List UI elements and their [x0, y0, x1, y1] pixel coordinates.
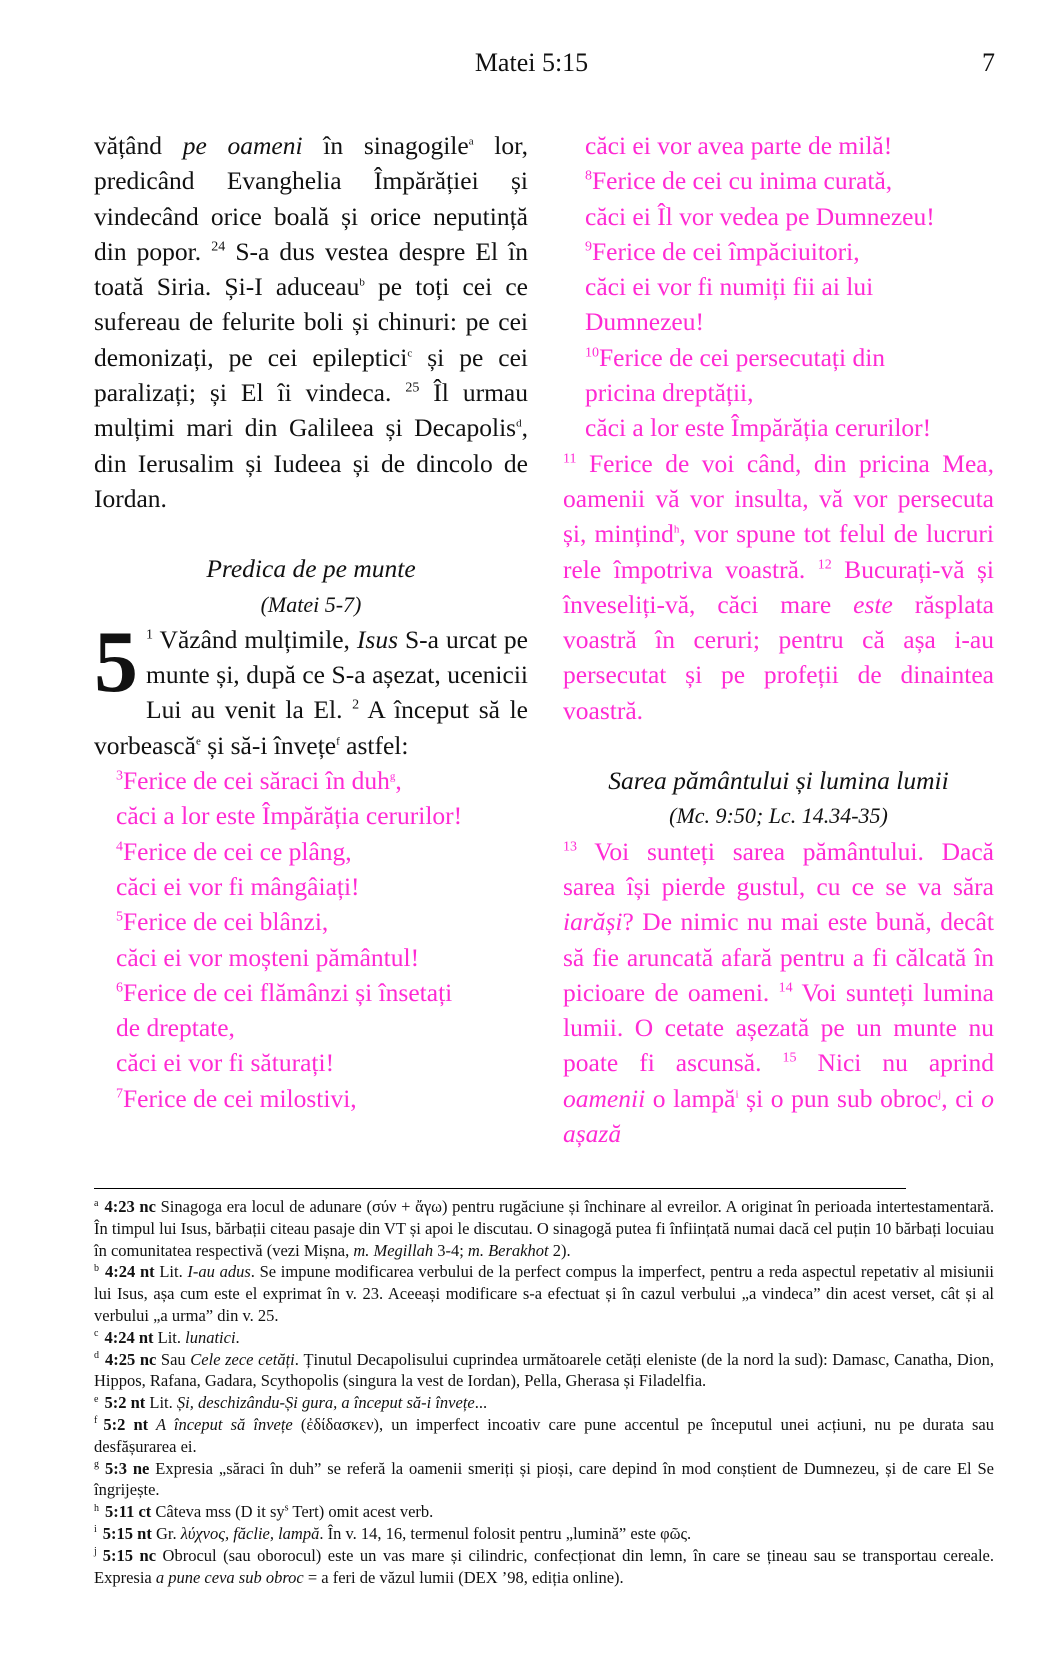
beatitude-line: $^9$Ferice de cei împăciuitori,: [585, 236, 860, 266]
right-column: [563, 128, 994, 1151]
beatitudes-right: [563, 128, 994, 446]
beatitude-line: căci ei vor fi numiți fii ai lui: [585, 272, 874, 302]
footnote-h: $^h$ 5:11 ct Câteva mss (D it $sy^s$ Tert) omit acest verb.: [94, 1502, 434, 1522]
page-number: 7: [982, 48, 995, 77]
verse-number: 25: [405, 380, 420, 396]
footnote-marker-j[interactable]: j: [938, 1088, 942, 1101]
footnote-i: $^i$ 5:15 nt Gr. λύχνος, făclie, lampă. În v. 14, 16, termenul folosit pentru „lumină” este φῶς.: [94, 1523, 692, 1543]
paragraph-4-23: vățând pe oameni în sinagogile$^a$ lor, predicând Evanghelia Împărăției și vindecând orice boală și orice neputință din popor. $^{24}$ S-a dus vestea despre El în toată Siria. Și-I aduceau$^b$ pe toți cei ce sufereau de felurite boli și chinuri: pe cei demonizați, pe cei epileptici$^c$ și pe cei paralizați; și El îi vindeca. $^{25}$ Îl urmau mulțimi mari din Galileea și Decapolis$^d$, din Ierusalim și Iudeea și de dincolo de Iordan.: [94, 131, 528, 513]
footnote-marker-h[interactable]: h: [673, 523, 680, 536]
beatitude-line: căci ei vor moșteni pământul!: [116, 942, 420, 972]
beatitude-line: căci ei vor fi mângâiați!: [116, 871, 360, 901]
chapter-number: 5: [94, 613, 138, 711]
footnote-c: $^c$ 4:24 nt Lit. lunatici.: [94, 1327, 240, 1347]
beatitude-line: căci a lor este Împărăția cerurilor!: [116, 801, 463, 831]
beatitude-line: $^{10}$Ferice de cei persecutați din: [585, 342, 886, 372]
section-reference: (Matei 5-7): [260, 591, 362, 617]
footnotes: [94, 1196, 994, 1588]
page-header: [0, 48, 1063, 88]
beatitude-line: căci ei vor avea parte de milă!: [585, 131, 893, 160]
footnote-a: $^a$ 4:23 nc Sinagoga era locul de adunare (σύν + ἄγω) pentru rugăciune și închinare al evreilor. A originat în perioada intertestamentară. În timpul lui Isus, bărbații citeau pasaje din VT și apoi le discutau. O sinagogă putea fi înființată numai dacă cel puțin 10 bărbați locuiau în comunitatea respectivă (vezi Mișna, m. Megillah 3-4; m. Berakhot 2).: [94, 1197, 994, 1260]
footnote-d: $^d$ 4:25 nc Sau Cele zece cetăți. Ținutul Decapolisului cuprindea următoarele cetăți eleniste (de la nord la sud): Damasc, Canatha, Dion, Hippos, Rafana, Gadara, Scythopolis (singura la vest de Iordan), Pella, Gherasa și Filadelfia.: [94, 1349, 995, 1391]
footnote-marker-b[interactable]: b: [359, 276, 365, 289]
beatitude-line: $^5$Ferice de cei blânzi,: [116, 907, 329, 937]
left-column: [94, 128, 528, 1116]
beatitude-line: pricina dreptății,: [585, 378, 754, 408]
beatitude-line: $^3$Ferice de cei săraci în duh$^g$,: [116, 766, 402, 796]
footnote-divider: [94, 1188, 906, 1189]
footnote-b: $^b$ 4:24 nt Lit. I-au adus. Se impune modificarea verbului de la perfect compus la imperfect, pentru a reda aspectul repetativ al misiunii lui Isus, așa cum este el exprimat în v. 23. Aceeași modificare s-a efectuat și în cazul verbului „a vindeca” din acest verset, cât și al verbului „a urma” din v. 25.: [94, 1262, 995, 1325]
beatitude-line: $^6$Ferice de cei flămânzi și însetați: [116, 977, 453, 1007]
section-heading: Predica de pe munte: [206, 554, 416, 584]
footnote-g: $^g$ 5:3 ne Expresia „săraci în duh” se referă la oamenii smeriți și pioși, care depind în mod conștient de Dumnezeu, și de care El Se îngrijește.: [94, 1458, 995, 1500]
beatitude-line: Dumnezeu!: [585, 307, 704, 337]
footnote-marker-e[interactable]: e: [195, 735, 201, 748]
beatitude-line: căci a lor este Împărăția cerurilor!: [585, 413, 932, 443]
section-heading: Sarea pământului și lumina lumii: [608, 766, 949, 796]
footnote-marker-g[interactable]: g: [389, 770, 396, 783]
footnote-marker-d[interactable]: d: [516, 417, 522, 430]
footnote-f: $^f$ 5:2 nt A început să învețe (ἐδίδασκεν), un imperfect incoativ care pune accentul pe începutul unei acțiuni, nu pe durata sau desfășurarea ei.: [94, 1414, 995, 1456]
footnote-j: $^j$ 5:15 nc Obrocul (sau oborocul) este un vas mare și cilindric, confecționat din lemn, în care se țineau sau se transportau cereale. Expresia a pune ceva sub obroc = a feri de văzul lumii (DEX ’98, ediția online).: [94, 1545, 995, 1587]
footnote-marker-c[interactable]: c: [407, 347, 413, 360]
footnote-marker-i[interactable]: i: [735, 1088, 739, 1101]
beatitude-line: căci ei Îl vor vedea pe Dumnezeu!: [585, 201, 935, 231]
beatitude-line: căci ei vor fi săturați!: [116, 1048, 335, 1078]
footnote-marker-a[interactable]: a: [468, 135, 474, 148]
paragraph-5-11: $^{11}$ Ferice de voi când, din pricina Mea, oamenii vă vor insulta, vă vor persecuta și, mințind$^h$, vor spune tot felul de lucruri rele împotriva voastră. $^{12}$ Bucurați-vă și înveseliți-vă, căci mare este răsplata voastră în ceruri; pentru că așa i-au persecutat și pe profeții de dinaintea voastră.: [563, 448, 995, 725]
beatitude-line: $^8$Ferice de cei cu inima curată,: [585, 166, 893, 196]
footnote-marker-f[interactable]: f: [336, 735, 340, 748]
beatitudes-left: [94, 763, 528, 1116]
running-title: Matei 5:15: [474, 48, 589, 77]
footnote-e: $^e$ 5:2 nt Lit. Și, deschizându-Și gura, a început să-i învețe...: [94, 1393, 488, 1413]
verse-number: 24: [211, 239, 226, 255]
paragraph-5-13: $^{13}$ Voi sunteți sarea pământului. Dacă sarea își pierde gustul, cu ce se va săra iarăși? De nimic nu mai este bună, decât să fie aruncată afară pentru a fi călcată în picioare de oameni. $^{14}$ Voi sunteți lumina lumii. O cetate așezată pe un munte nu poate fi ascunsă. $^{15}$ Nici nu aprind oamenii o lampă$^i$ și o pun sub obroc$^j$, ci o așază: [563, 836, 994, 1149]
beatitude-line: $^4$Ferice de cei ce plâng,: [116, 836, 352, 866]
beatitude-line: $^7$Ferice de cei milostivi,: [116, 1083, 357, 1113]
paragraph-5-1: 5 $^1$ Văzând mulțimile, Isus S-a urcat pe munte și, după ce S-a așezat, ucenicii Lui au venit la El. $^2$ A început să le vorbească$^e$ și să-i învețe$^f$ astfel:: [94, 613, 528, 760]
beatitude-line: de dreptate,: [116, 1013, 235, 1043]
section-reference: (Mc. 9:50; Lc. 14.34-35): [669, 803, 888, 829]
